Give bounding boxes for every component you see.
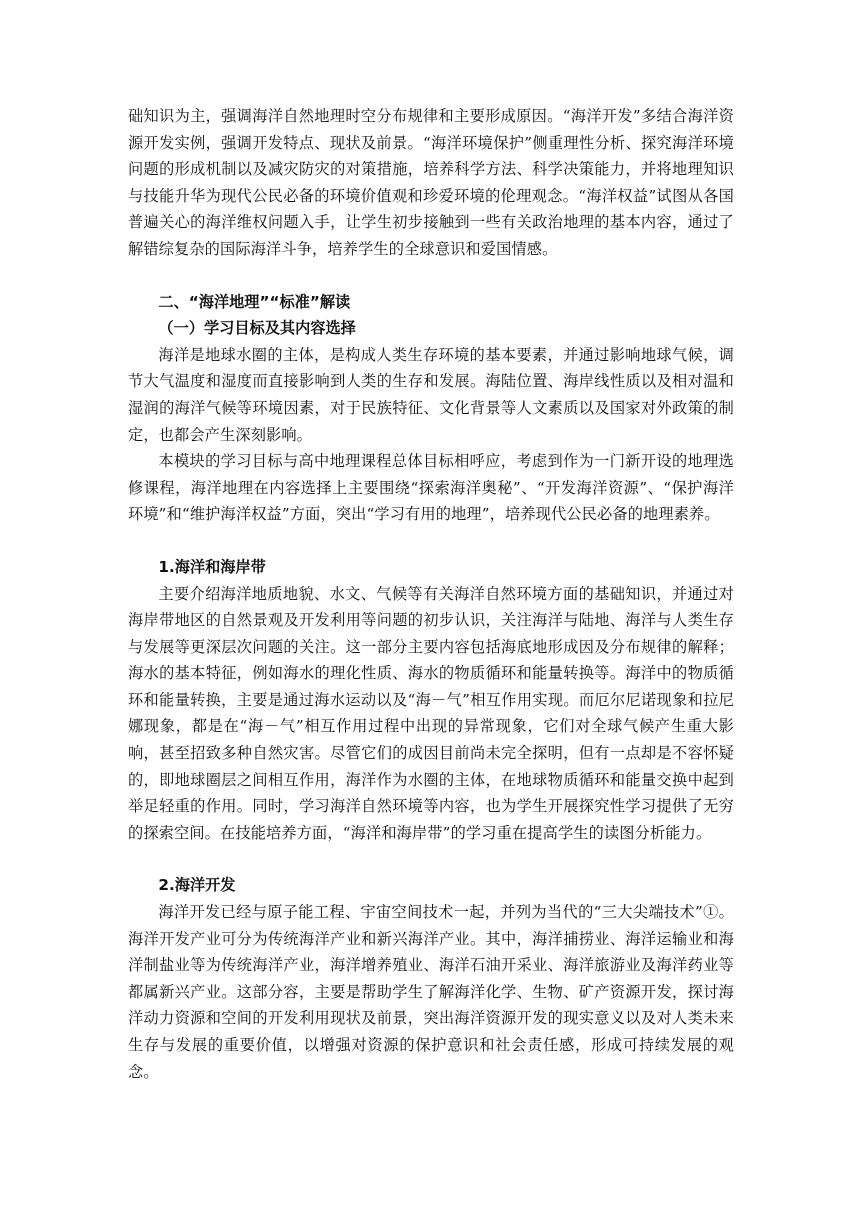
subsection-heading: （一）学习目标及其内容选择	[158, 319, 356, 338]
spacer	[128, 528, 734, 554]
paragraph-ocean-development: 海洋开发已经与原子能工程、宇宙空间技术一起，并列为当代的“三大尖端技术”①。海洋开发产业可分为传统海洋产业和新兴海洋产业。其中，海洋捕捞业、海洋运输业和海洋制盐业等为传统海洋产业，海洋增养殖业、海洋石油开采业、海洋旅游业及海洋药业等都属新兴产业。这部分容，主要是帮助学生了解海洋化学、生物、矿产资源开发，探讨海洋动力资源和空间的开发利用现状及前景，突出海洋资源开发的现实意义以及对人类未来生存与发展的重要价值，以增强对资源的保护意识和社会责任感，形成可持续发展的观念。	[128, 903, 734, 1081]
paragraph-module-goals: 本模块的学习目标与高中地理课程总体目标相呼应，考虑到作为一门新开设的地理选修课程，海洋地理在内容选择上主要围绕“探索海洋奥秘”、“开发海洋资源”、“保护海洋环境”和“维护海洋权益”方面，突出“学习有用的地理”，培养现代公民必备的地理素养。	[128, 452, 734, 524]
spacer	[128, 263, 734, 289]
section-heading: 二、“海洋地理”“标准”解读	[158, 292, 351, 311]
paragraph-ocean-coast: 主要介绍海洋地质地貌、水文、气候等有关海洋自然环境方面的基础知识，并通过对海岸带地区的自然景观及开发利用等问题的初步认识，关注海洋与陆地、海洋与人类生存与发展等更深层次问题的关注。这一部分主要内容包括海底地形成因及分布规律的解释；海水的基本特征，例如海水的理化性质、海水的物质循环和能量转换等。海洋中的物质循环和能量转换，主要是通过海水运动以及“海－气”相互作用实现。而厄尔尼诺现象和拉尼娜现象，都是在“海－气”相互作用过程中出现的异常现象，它们对全球气候产生重大影响，甚至招致多种自然灾害。尽管它们的成因目前尚未完全探明，但有一点却是不容怀疑的，即地球圈层之间相互作用，海洋作为水圈的主体，在地球物质循环和能量交换中起到举足轻重的作用。同时，学习海洋自然环境等内容，也为学生开展探究性学习提供了无穷的探索空间。在技能培养方面，“海洋和海岸带”的学习重在提高学生的读图分析能力。	[128, 584, 734, 842]
spacer	[128, 846, 734, 872]
topic-heading-ocean-development: 2.海洋开发	[158, 876, 236, 895]
topic-heading-ocean-coast: 1.海洋和海岸带	[158, 557, 266, 576]
paragraph-ocean-importance: 海洋是地球水圈的主体，是构成人类生存环境的基本要素，并通过影响地球气候，调节大气温度和湿度而直接影响到人类的生存和发展。海陆位置、海岸线性质以及相对温和湿润的海洋气候等环境因素，对于民族特征、文化背景等人文素质以及国家对外政策的制定，也都会产生深刻影响。	[128, 345, 734, 444]
paragraph-continued: 础知识为主，强调海洋自然地理时空分布规律和主要形成原因。“海洋开发”多结合海洋资源开发实例，强调开发特点、现状及前景。“海洋环境保护”侧重理性分析、探究海洋环境问题的形成机制以及减灾防灾的对策措施，培养科学方法、科学决策能力，并将地理知识与技能升华为现代公民必备的环境价值观和珍爱环境的伦理观念。“海洋权益”试图从各国普遍关心的海洋维权问题入手，让学生初步接触到一些有关政治地理的基本内容，通过了解错综复杂的国际海洋斗争，培养学生的全球意识和爱国情感。	[128, 107, 734, 258]
document-page	[128, 103, 734, 1085]
